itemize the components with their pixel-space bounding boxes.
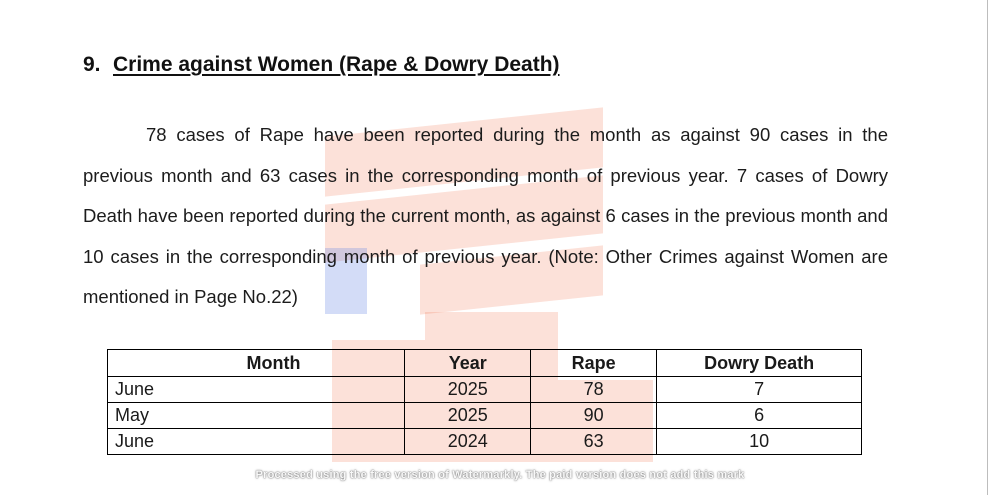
cell-dowry-death: 7: [657, 377, 862, 403]
cell-rape: 90: [530, 403, 656, 429]
cell-dowry-death: 10: [657, 429, 862, 455]
table-row: [108, 429, 862, 455]
table-row: [108, 403, 862, 429]
cell-month: May: [108, 403, 405, 429]
cell-rape: 78: [530, 377, 656, 403]
summary-paragraph: 78 cases of Rape have been reported during the month as against 90 cases in the previous month and 63 cases in the corresponding month of previous year. 7 cases of Dowry Death have been reported during the current month, as against 6 cases in the previous month and 10 cases in the corresponding month of previous year. (Note: Other Crimes against Women are mentioned in Page No.22): [83, 124, 888, 307]
table-header-row: [108, 350, 862, 377]
header-dowry-death: Dowry Death: [657, 350, 862, 377]
header-rape: Rape: [530, 350, 656, 377]
section-title: Crime against Women (Rape & Dowry Death): [113, 53, 560, 76]
page-edge-line: [987, 0, 988, 495]
cell-dowry-death: 6: [657, 403, 862, 429]
table-row: [108, 377, 862, 403]
cell-year: 2025: [405, 377, 531, 403]
cell-year: 2025: [405, 403, 531, 429]
header-month: Month: [108, 350, 405, 377]
watermark-text: Processed using the free version of Watermarkly. The paid version does not add this mark: [255, 469, 745, 481]
header-year: Year: [405, 350, 531, 377]
cell-year: 2024: [405, 429, 531, 455]
section-heading: [83, 53, 560, 77]
cell-rape: 63: [530, 429, 656, 455]
section-number: 9.: [83, 53, 101, 76]
cell-month: June: [108, 377, 405, 403]
crime-stats-table: [107, 349, 862, 455]
cell-month: June: [108, 429, 405, 455]
